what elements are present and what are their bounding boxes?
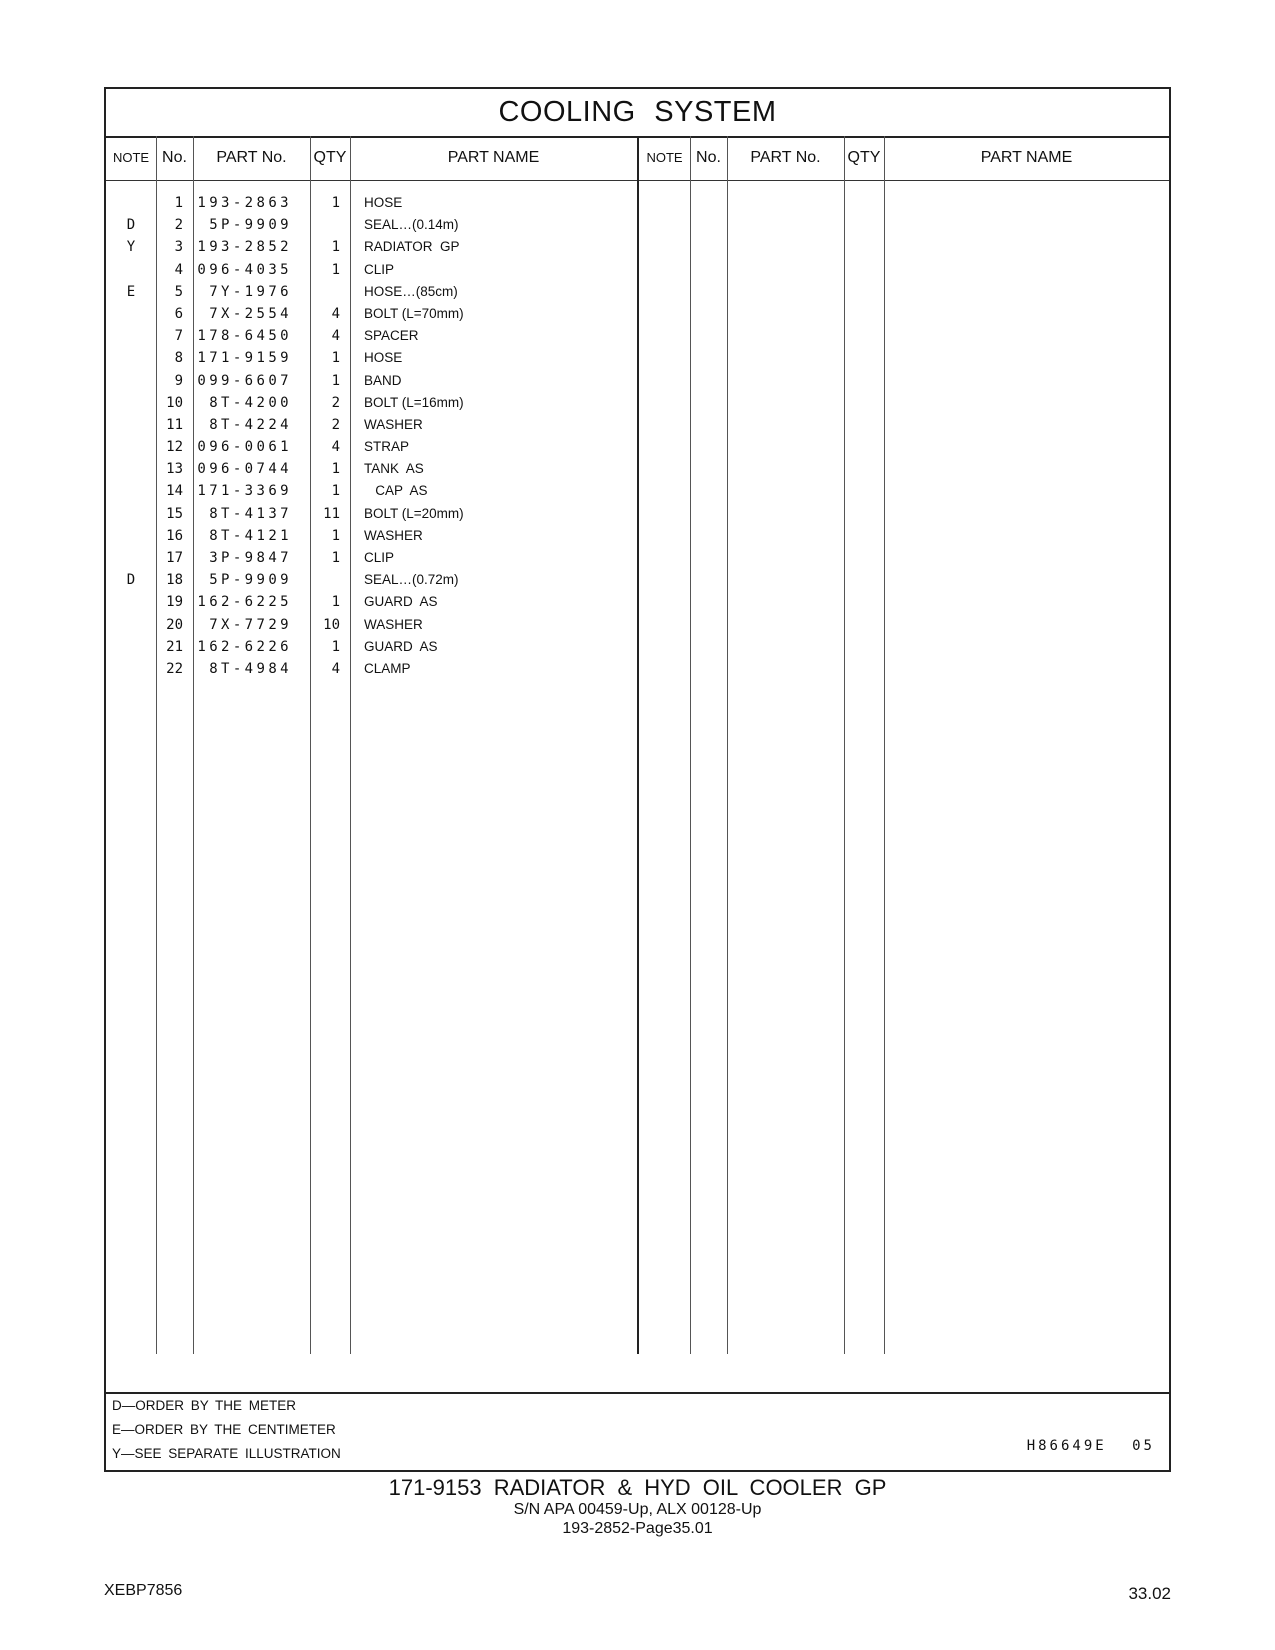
item-number-cell: 20 — [166, 616, 183, 633]
part-name-cell: WASHER — [364, 527, 423, 543]
page-number: 33.02 — [1128, 1584, 1171, 1603]
quantity-cell: 4 — [331, 305, 340, 322]
table-row — [106, 525, 639, 547]
part-number-cell: 096-0744 — [197, 461, 292, 478]
item-number-cell: 12 — [166, 439, 183, 456]
serial-range: S/N APA 00459-Up, ALX 00128-Up — [513, 1501, 762, 1518]
item-number-cell: 17 — [166, 550, 183, 566]
part-name-cell: BOLT (L=20mm) — [364, 505, 464, 521]
table-row — [106, 214, 639, 236]
table-row — [106, 591, 639, 613]
table-row — [106, 414, 639, 436]
table-row — [106, 325, 639, 347]
table-row — [106, 347, 639, 369]
part-name-cell: WASHER — [364, 416, 423, 432]
note-cell: D — [126, 217, 136, 234]
item-number-cell: 3 — [174, 239, 183, 256]
quantity-cell: 1 — [331, 594, 340, 611]
quantity-cell: 1 — [331, 527, 340, 544]
quantity-cell: 10 — [323, 616, 340, 633]
quantity-cell: 1 — [331, 350, 340, 367]
table-row — [106, 303, 639, 325]
part-number-cell: 099-6607 — [197, 372, 292, 389]
part-number-cell: 178-6450 — [197, 328, 292, 345]
part-name-cell: GUARD AS — [364, 638, 438, 654]
part-name-cell: SEAL…(0.14m) — [364, 217, 459, 233]
header-note-left: NOTE — [112, 150, 150, 165]
footnote-e: E—ORDER BY THE CENTIMETER — [112, 1422, 336, 1437]
header-qty-left: QTY — [313, 149, 347, 166]
item-number-cell: 7 — [174, 328, 183, 345]
quantity-cell: 1 — [331, 239, 340, 256]
part-number-cell: 8T-4121 — [209, 527, 292, 544]
header-qty-right: QTY — [847, 149, 881, 166]
header-no-left: No. — [162, 149, 187, 166]
item-number-cell: 9 — [174, 372, 183, 389]
note-cell: E — [126, 283, 136, 300]
quantity-cell: 1 — [331, 261, 340, 278]
quantity-cell: 2 — [331, 394, 340, 411]
quantity-cell: 1 — [331, 638, 340, 655]
part-number-cell: 5P-9909 — [209, 217, 292, 234]
column-divider — [727, 136, 728, 1354]
table-row — [106, 503, 639, 525]
page-reference: 193-2852-Page35.01 — [562, 1520, 713, 1537]
part-number-cell: 096-4035 — [197, 261, 292, 278]
part-name-cell: TANK AS — [364, 461, 424, 477]
item-number-cell: 2 — [174, 217, 183, 234]
part-name-cell: SPACER — [364, 328, 419, 344]
parts-table-frame — [104, 87, 1171, 1472]
part-number-cell: 8T-4137 — [209, 505, 292, 522]
part-name-cell: HOSE — [364, 195, 403, 210]
table-row — [106, 259, 639, 281]
table-row — [106, 436, 639, 458]
part-name-cell: RADIATOR GP — [364, 239, 460, 255]
item-number-cell: 11 — [166, 416, 183, 433]
item-number-cell: 4 — [174, 261, 183, 278]
part-name-cell: CLIP — [364, 261, 395, 277]
item-number-cell: 5 — [174, 283, 183, 300]
note-cell: Y — [126, 239, 136, 256]
item-number-cell: 22 — [166, 660, 183, 677]
table-row — [106, 236, 639, 258]
part-name-cell: WASHER — [364, 616, 423, 632]
header-part-no-left: PART No. — [216, 149, 287, 166]
part-name-cell: BOLT (L=70mm) — [364, 305, 464, 321]
part-number-cell: 8T-4200 — [209, 394, 292, 411]
quantity-cell: 1 — [331, 372, 340, 389]
note-cell: D — [126, 572, 136, 589]
column-divider — [884, 136, 885, 1354]
part-number-cell: 162-6225 — [197, 594, 292, 611]
table-row — [106, 458, 639, 480]
header-part-name-left: PART NAME — [447, 149, 540, 166]
part-number-cell: 193-2863 — [197, 195, 292, 211]
column-divider — [690, 136, 691, 1354]
table-row — [106, 636, 639, 658]
item-number-cell: 14 — [166, 483, 183, 500]
part-name-cell: CAP AS — [364, 483, 428, 499]
item-number-cell: 13 — [166, 461, 183, 478]
table-row — [106, 658, 639, 680]
part-name-cell: CLAMP — [364, 660, 411, 676]
table-row — [106, 614, 639, 636]
illustration-code: H86649E 05 — [1026, 1438, 1155, 1454]
section-title: COOLING SYSTEM — [106, 89, 1169, 138]
quantity-cell: 1 — [331, 550, 340, 566]
part-name-cell: BOLT (L=16mm) — [364, 394, 464, 410]
footnotes-area — [106, 1392, 1169, 1470]
group-caption: 171-9153 RADIATOR & HYD OIL COOLER GP — [388, 1475, 887, 1500]
document-id: XEBP7856 — [104, 1582, 183, 1599]
table-row — [106, 569, 639, 591]
table-row — [106, 281, 639, 303]
part-number-cell: 7X-7729 — [209, 616, 292, 633]
part-name-cell: HOSE — [364, 350, 403, 366]
footnote-y: Y—SEE SEPARATE ILLUSTRATION — [112, 1446, 341, 1461]
part-name-cell: STRAP — [364, 439, 410, 455]
part-number-cell: 171-9159 — [197, 350, 292, 367]
item-number-cell: 10 — [166, 394, 183, 411]
part-number-cell: 3P-9847 — [209, 550, 292, 566]
quantity-cell: 1 — [331, 195, 340, 211]
part-number-cell: 7X-2554 — [209, 305, 292, 322]
item-number-cell: 18 — [166, 572, 183, 589]
item-number-cell: 15 — [166, 505, 183, 522]
header-part-name-right: PART NAME — [980, 149, 1073, 166]
quantity-cell: 4 — [331, 660, 340, 677]
quantity-cell: 4 — [331, 328, 340, 345]
part-number-cell: 193-2852 — [197, 239, 292, 256]
part-name-cell: SEAL…(0.72m) — [364, 572, 459, 588]
item-number-cell: 21 — [166, 638, 183, 655]
table-row — [106, 392, 639, 414]
item-number-cell: 6 — [174, 305, 183, 322]
parts-list — [106, 192, 639, 680]
footnote-d: D—ORDER BY THE METER — [112, 1398, 297, 1413]
part-number-cell: 8T-4224 — [209, 416, 292, 433]
item-number-cell: 1 — [174, 195, 183, 211]
header-part-no-right: PART No. — [750, 149, 821, 166]
part-number-cell: 7Y-1976 — [209, 283, 292, 300]
header-note-right: NOTE — [646, 150, 683, 165]
part-name-cell: BAND — [364, 372, 402, 388]
table-row — [106, 370, 639, 392]
item-number-cell: 16 — [166, 527, 183, 544]
part-name-cell: CLIP — [364, 550, 395, 565]
quantity-cell: 11 — [323, 505, 340, 522]
table-row — [106, 480, 639, 502]
table-row — [106, 547, 639, 569]
quantity-cell: 1 — [331, 461, 340, 478]
column-divider — [844, 136, 845, 1354]
header-no-right: No. — [696, 149, 721, 166]
quantity-cell: 1 — [331, 483, 340, 500]
part-number-cell: 171-3369 — [197, 483, 292, 500]
quantity-cell: 4 — [331, 439, 340, 456]
part-number-cell: 096-0061 — [197, 439, 292, 456]
part-name-cell: HOSE…(85cm) — [364, 283, 458, 299]
quantity-cell: 2 — [331, 416, 340, 433]
table-row — [106, 192, 639, 214]
item-number-cell: 8 — [174, 350, 183, 367]
part-number-cell: 162-6226 — [197, 638, 292, 655]
part-name-cell: GUARD AS — [364, 594, 438, 610]
part-number-cell: 8T-4984 — [209, 660, 292, 677]
part-number-cell: 5P-9909 — [209, 572, 292, 589]
item-number-cell: 19 — [166, 594, 183, 611]
